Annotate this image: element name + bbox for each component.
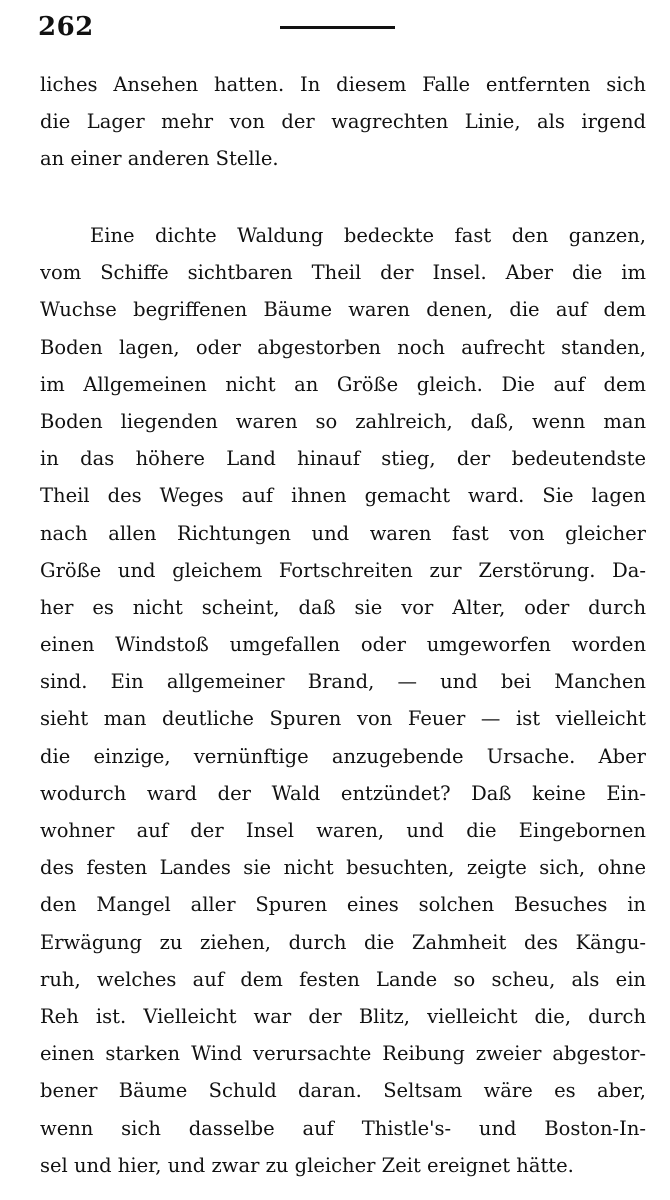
- text-line: her es nicht scheint, daß sie vor Alter, oder durch: [40, 595, 646, 619]
- text-line: sind. Ein allgemeiner Brand, — und bei Manchen: [40, 670, 646, 694]
- text-line: die einzige, vernünftige anzugebende Ursache. Aber: [40, 744, 646, 768]
- text-line: Erwägung zu ziehen, durch die Zahmheit des Kängu-: [40, 930, 646, 954]
- text-line: im Allgemeinen nicht an Größe gleich. Die auf dem: [40, 372, 646, 396]
- text-line: sieht man deutliche Spuren von Feuer — ist vielleicht: [40, 707, 646, 731]
- page-number: 262: [38, 12, 94, 42]
- header-rule: [280, 26, 395, 29]
- text-line: Boden lagen, oder abgestorben noch aufrecht standen,: [40, 335, 646, 359]
- text-line: vom Schiffe sichtbaren Theil der Insel. Aber die im: [40, 261, 646, 285]
- text-line: Eine dichte Waldung bedeckte fast den ganzen,: [90, 224, 646, 247]
- text-line: sel und hier, und zwar zu gleicher Zeit ereignet hätte.: [40, 1153, 574, 1177]
- text-line: in das höhere Land hinauf stieg, der bedeutendste: [40, 447, 646, 471]
- text-line: nach allen Richtungen und waren fast von gleicher: [40, 521, 646, 545]
- text-line: wenn sich dasselbe auf Thistle's- und Boston-In-: [40, 1116, 646, 1140]
- text-line: Theil des Weges auf ihnen gemacht ward. Sie lagen: [40, 484, 646, 508]
- text-line: des festen Landes sie nicht besuchten, zeigte sich, ohne: [40, 856, 646, 880]
- text-line: wohner auf der Insel waren, und die Eingebornen: [40, 819, 646, 842]
- text-line: einen Windstoß umgefallen oder umgeworfen worden: [40, 633, 646, 657]
- paragraph-1: [40, 66, 646, 178]
- text-line: Reh ist. Vielleicht war der Blitz, vielleicht die, durch: [40, 1004, 646, 1028]
- text-line: die Lager mehr von der wagrechten Linie, als irgend: [40, 110, 646, 134]
- text-line: bener Bäume Schuld daran. Seltsam wäre es aber,: [40, 1079, 646, 1103]
- text-line: Größe und gleichem Fortschreiten zur Zerstörung. Da-: [40, 558, 646, 582]
- text-line: Boden liegenden waren so zahlreich, daß, wenn man: [40, 409, 646, 433]
- text-line: den Mangel aller Spuren eines solchen Besuches in: [40, 893, 646, 917]
- text-line: ruh, welches auf dem festen Lande so scheu, als ein: [40, 967, 646, 991]
- text-line: einen starken Wind verursachte Reibung zweier abgestor-: [40, 1042, 646, 1066]
- paragraph-2: [40, 217, 646, 1184]
- text-line: wodurch ward der Wald entzündet? Daß keine Ein-: [40, 781, 646, 805]
- text-line: an einer anderen Stelle.: [40, 147, 279, 171]
- text-line: Wuchse begriffenen Bäume waren denen, die auf dem: [40, 298, 646, 322]
- text-line: liches Ansehen hatten. In diesem Falle entfernten sich: [40, 73, 646, 96]
